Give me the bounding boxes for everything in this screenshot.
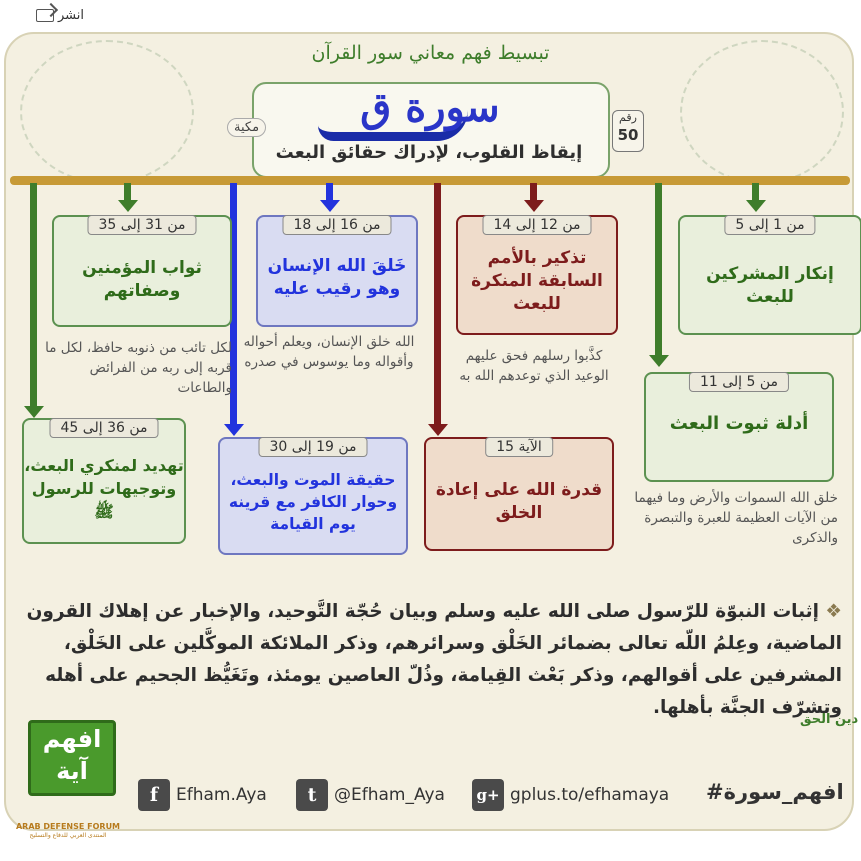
section-title: قدرة الله على إعادة الخلق (435, 480, 603, 523)
connector-line (30, 183, 37, 413)
diamond-icon: ❖ (818, 601, 842, 622)
surah-number-badge (612, 110, 644, 152)
footer-social (296, 772, 445, 818)
hashtag: #افهم_سورة (706, 780, 844, 804)
surah-tagline: إيقاظ القلوب، لإدراك حقائق البعث (275, 142, 583, 163)
connector-line (655, 183, 662, 358)
gplus-icon: g+ (472, 779, 504, 811)
section-range: من 31 إلى 35 (88, 215, 197, 235)
facebook-handle: Efham.Aya (176, 785, 267, 805)
section-box (644, 372, 834, 482)
section-box (424, 437, 614, 551)
gplus-link[interactable] (472, 779, 669, 811)
section-box (256, 215, 418, 327)
share-button[interactable] (36, 8, 84, 23)
footer-social (472, 772, 669, 818)
arrow-down-icon (24, 406, 44, 418)
gplus-handle: gplus.to/efhamaya (510, 785, 670, 805)
section-title: حقيقة الموت والبعث، وحوار الكافر مع قرينه يوم القيامة (228, 471, 398, 533)
revelation-badge: مكية (227, 118, 266, 137)
arrow-down-icon (224, 424, 244, 436)
brand-mark: دين الحق (800, 712, 859, 727)
section-box (22, 418, 186, 544)
section-box (52, 215, 232, 327)
arrow-down-icon (649, 355, 669, 367)
section-title: تذكير بالأمم السابقة المنكرة للبعث (471, 248, 603, 314)
section-title: خَلقَ الله الإنسان وهو رقيب عليه (267, 256, 407, 299)
share-label: انشر (58, 8, 84, 23)
section-range: من 1 إلى 5 (724, 215, 815, 235)
section-range: من 12 إلى 14 (483, 215, 592, 235)
arrow-down-icon (524, 200, 544, 212)
number-label: رقم (619, 111, 637, 124)
section-range: من 5 إلى 11 (689, 372, 789, 392)
section-range: من 16 إلى 18 (283, 215, 392, 235)
section-title: تهديد لمنكري البعث، وتوجيهات للرسول ﷺ (24, 456, 184, 521)
section-range: من 19 إلى 30 (259, 437, 368, 457)
surah-number: 50 (617, 126, 639, 144)
efham-aya-logo: افهم آية (28, 720, 116, 796)
surah-summary (12, 596, 842, 724)
forum-emblem-sub: المنتدى العربي للدفاع والتسليح (29, 832, 107, 839)
section-range: الآية 15 (485, 437, 553, 457)
section-title: أدلة ثبوت البعث (669, 413, 809, 434)
twitter-handle: @Efham_Aya (334, 785, 445, 805)
connector-bar (10, 176, 850, 185)
arrow-down-icon (428, 424, 448, 436)
facebook-link[interactable] (138, 779, 267, 811)
section-note: خلق الله السموات والأرض وما فيهما من الآيات العظيمة للعبرة والتبصرة والذكرى (634, 490, 838, 546)
connector-line (434, 183, 441, 428)
surah-title: سورة ق (360, 84, 500, 131)
facebook-icon: f (138, 779, 170, 811)
section-range: من 36 إلى 45 (50, 418, 159, 438)
section-title: إنكار المشركين للبعث (706, 264, 834, 307)
forum-emblem: ARAB DEFENSE FORUM (15, 822, 121, 831)
arrow-down-icon (746, 200, 766, 212)
series-subtitle: تبسيط فهم معاني سور القرآن (311, 42, 550, 64)
arrow-down-icon (320, 200, 340, 212)
section-note: لكل تائب من ذنوبه حافظ، لكل ما قربه إلى ربه من الفرائض والطاعات (45, 340, 232, 396)
section-note: الله خلق الإنسان، ويعلم أحواله وأقواله وما يوسوس في صدره (243, 334, 415, 370)
twitter-link[interactable] (296, 779, 445, 811)
twitter-icon: t (296, 779, 328, 811)
summary-text: إثبات النبوّة للرّسول صلى الله عليه وسلم وبيان حُجّة التَّوحيد، والإخبار عن إهلاك القرون الماضية، وعِلمُ اللّه تعالى بضمائر الخَلْق وسرائرهم، وذكر الملائكة الموكَّلين على الخَلْق، المشرفين على أقوالهم، وذكر بَعْث القِيامة، وذُلّ العاصين يومئذ، وتَغَيُّظ الجحيم على أهله وتشرّف الجنَّة بأهلها. (26, 601, 842, 718)
share-icon (36, 9, 54, 22)
section-box (456, 215, 618, 335)
section-title: ثواب المؤمنين وصفاتهم (82, 258, 202, 301)
footer-social (138, 772, 267, 818)
section-box (678, 215, 861, 335)
arrow-down-icon (118, 200, 138, 212)
section-box (218, 437, 408, 555)
section-note: كذَّبوا رسلهم فحق عليهم الوعيد الذي توعدهم الله به (459, 348, 609, 384)
